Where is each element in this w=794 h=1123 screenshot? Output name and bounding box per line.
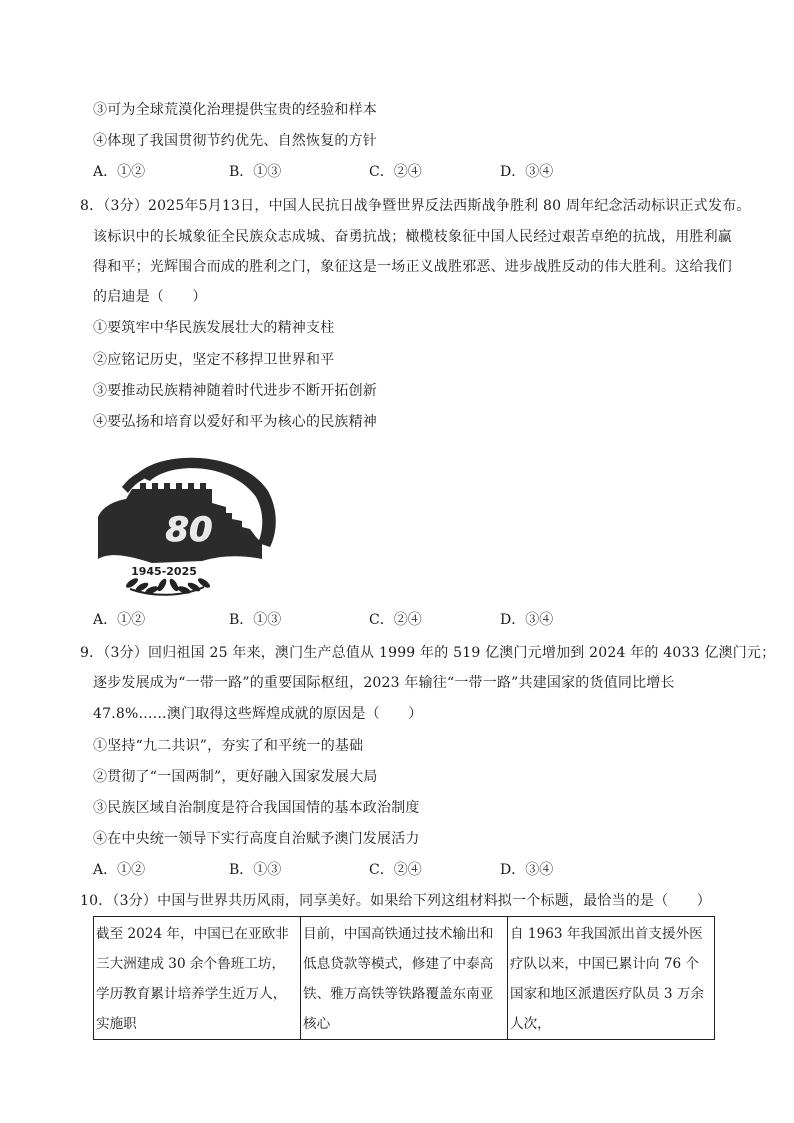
option-a[interactable]: A．①②: [93, 612, 146, 628]
q7-statement-4: ④体现了我国贯彻节约优先、自然恢复的方针: [93, 133, 377, 149]
q9-statement-4: ④在中央统一领导下实行高度自治赋予澳门发展活力: [93, 831, 420, 847]
option-d[interactable]: D．③④: [500, 164, 554, 180]
q8-stem-line-1: 8．（3分）2025年5月13日，中国人民抗日战争暨世界反法西斯战争胜利 80 周年纪念活动标识正式发布。: [80, 198, 751, 214]
q9-options: [93, 860, 713, 880]
q8-statement-3: ③要推动民族精神随着时代进步不断开拓创新: [93, 383, 377, 399]
q8-statement-2: ②应铭记历史，坚定不移捍卫世界和平: [93, 352, 335, 368]
option-d[interactable]: D．③④: [500, 612, 554, 628]
q8-statement-1: ①要筑牢中华民族发展壮大的精神支柱: [93, 320, 335, 336]
option-b[interactable]: B．①③: [229, 164, 282, 180]
q9-statement-1: ①坚持“九二共识”，夯实了和平统一的基础: [93, 738, 364, 754]
table-cell: 截至 2024 年，中国已在亚欧非三大洲建成 30 余个鲁班工坊，学历教育累计培养学生近万人，实施职: [94, 917, 301, 1040]
q9-statement-3: ③民族区域自治制度是符合我国国情的基本政治制度: [93, 800, 420, 816]
option-c[interactable]: C．②④: [369, 862, 422, 878]
q9-stem-line-3: 47.8%……澳门取得这些辉煌成就的原因是（ ）: [93, 706, 423, 722]
option-c[interactable]: C．②④: [369, 612, 422, 628]
q10-stem: 10．（3分）中国与世界共历风雨，同享美好。如果给下列这组材料拟一个标题，最恰当的是（ ）: [80, 893, 711, 909]
q9-stem-line-2: 逐步发展成为“一带一路”的重要国际枢纽，2023 年输往“一带一路”共建国家的货值同比增长: [93, 675, 675, 691]
table-cell: 自 1963 年我国派出首支援外医疗队以来，中国已累计向 76 个国家和地区派遣医疗队员 3 万余人次，: [508, 917, 715, 1040]
q10-material-table: [93, 916, 715, 1040]
option-b[interactable]: B．①③: [229, 862, 282, 878]
q8-stem-line-2: 该标识中的长城象征全民族众志成城、奋勇抗战；橄榄枝象征中国人民经过艰苦卓绝的抗战，用胜利赢: [93, 229, 732, 245]
table-row: [94, 917, 715, 1040]
anniversary-logo-image: [92, 447, 282, 599]
option-a[interactable]: A．①②: [93, 862, 146, 878]
q7-statement-3: ③可为全球荒漠化治理提供宝贵的经验和样本: [93, 102, 377, 118]
option-a[interactable]: A．①②: [93, 164, 146, 180]
q9-stem-line-1: 9．（3分）回归祖国 25 年来，澳门生产总值从 1999 年的 519 亿澳门元增加到 2024 年的 4033 亿澳门元；: [80, 645, 776, 661]
q7-options: [93, 162, 713, 182]
option-c[interactable]: C．②④: [369, 164, 422, 180]
q8-statement-4: ④要弘扬和培育以爱好和平为核心的民族精神: [93, 414, 377, 430]
option-d[interactable]: D．③④: [500, 862, 554, 878]
table-cell: 目前，中国高铁通过技术输出和低息贷款等模式，修建了中泰高铁、雅万高铁等铁路覆盖东南亚核心: [301, 917, 508, 1040]
q9-statement-2: ②贯彻了“一国两制”，更好融入国家发展大局: [93, 769, 378, 785]
q8-stem-line-3: 得和平；光辉围合而成的胜利之门，象征这是一场正义战胜邪恶、进步战胜反动的伟大胜利。这给我们: [93, 259, 732, 275]
option-b[interactable]: B．①③: [229, 612, 282, 628]
q8-options: [93, 610, 713, 630]
logo-number: 80: [165, 510, 213, 550]
logo-years: 1945-2025: [131, 565, 197, 578]
q8-stem-line-4: 的启迪是（ ）: [93, 289, 207, 305]
